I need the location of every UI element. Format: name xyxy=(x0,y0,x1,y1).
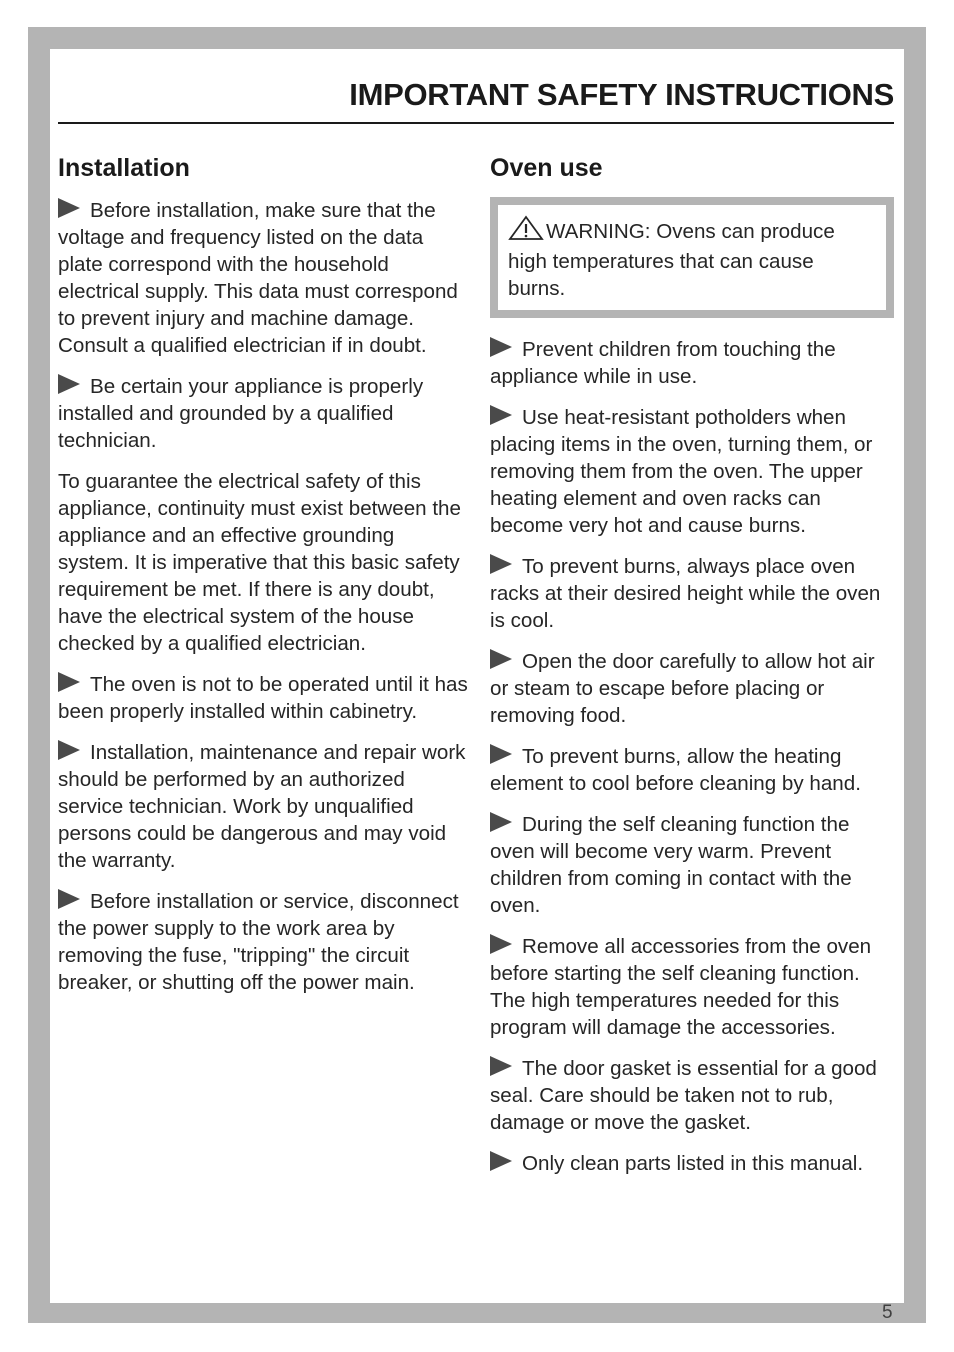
bullet-arrow-icon xyxy=(490,1151,512,1171)
header-rule xyxy=(58,122,894,124)
bullet-arrow-icon xyxy=(58,374,80,394)
page-frame xyxy=(28,27,926,1323)
paragraph-text: During the self cleaning function the oven will become very warm. Prevent children from coming in contact with the oven. xyxy=(490,813,852,917)
paragraph-text: Before installation or service, disconnect the power supply to the work area by removing the fuse, "tripping" the circuit breaker, or shutting off the power main. xyxy=(58,890,459,994)
bullet-arrow-icon xyxy=(58,672,80,692)
oven-use-paragraph xyxy=(490,1055,894,1136)
warning-box xyxy=(490,197,894,318)
oven-use-paragraph xyxy=(490,404,894,539)
installation-paragraph xyxy=(58,888,468,996)
oven-use-paragraph xyxy=(490,648,894,729)
installation-section xyxy=(58,153,468,1010)
installation-paragraph xyxy=(58,468,468,657)
paragraph-text: To prevent burns, always place oven racks at their desired height while the oven is cool. xyxy=(490,555,881,632)
paragraph-text: Installation, maintenance and repair work should be performed by an authorized service technician. Work by unqualified persons could be dangerous and may void the warranty. xyxy=(58,741,466,872)
paragraph-text: Be certain your appliance is properly installed and grounded by a qualified technician. xyxy=(58,375,424,452)
bullet-arrow-icon xyxy=(490,812,512,832)
installation-paragraph xyxy=(58,373,468,454)
installation-paragraph xyxy=(58,197,468,359)
page-content xyxy=(50,49,904,1303)
oven-use-section xyxy=(490,153,894,1191)
paragraph-text: Prevent children from touching the appliance while in use. xyxy=(490,338,836,388)
warning-text: WARNING: Ovens can produce high temperatures that can cause burns. xyxy=(508,220,835,300)
oven-use-paragraph xyxy=(490,811,894,919)
warning-triangle-icon xyxy=(508,215,544,248)
installation-heading: Installation xyxy=(58,154,190,182)
bullet-arrow-icon xyxy=(490,405,512,425)
paragraph-text: To prevent burns, allow the heating element to cool before cleaning by hand. xyxy=(490,745,861,795)
paragraph-text: Remove all accessories from the oven before starting the self cleaning function. The high temperatures needed for this program will damage the accessories. xyxy=(490,935,872,1039)
bullet-arrow-icon xyxy=(490,1056,512,1076)
bullet-arrow-icon xyxy=(490,934,512,954)
paragraph-text: Open the door carefully to allow hot air or steam to escape before placing or removing food. xyxy=(490,650,875,727)
paragraph-text: The oven is not to be operated until it has been properly installed within cabinetry. xyxy=(58,673,468,723)
installation-paragraph xyxy=(58,739,468,874)
bullet-arrow-icon xyxy=(58,889,80,909)
bullet-arrow-icon xyxy=(58,740,80,760)
oven-use-paragraph xyxy=(490,336,894,390)
paragraph-text: Only clean parts listed in this manual. xyxy=(522,1152,864,1175)
oven-use-paragraph xyxy=(490,743,894,797)
bullet-arrow-icon xyxy=(490,337,512,357)
bullet-arrow-icon xyxy=(58,198,80,218)
paragraph-text: Use heat-resistant potholders when placing items in the oven, turning them, or removing them from the oven. The upper heating element and oven racks can become very hot and cause burns. xyxy=(490,406,873,537)
installation-paragraph xyxy=(58,671,468,725)
oven-use-paragraph xyxy=(490,1150,894,1177)
bullet-arrow-icon xyxy=(490,744,512,764)
oven-use-paragraph xyxy=(490,553,894,634)
paragraph-text: The door gasket is essential for a good seal. Care should be taken not to rub, damage or move the gasket. xyxy=(490,1057,877,1134)
bullet-arrow-icon xyxy=(490,649,512,669)
page-title: IMPORTANT SAFETY INSTRUCTIONS xyxy=(349,77,894,112)
page-number: 5 xyxy=(882,1302,893,1323)
paragraph-text: Before installation, make sure that the voltage and frequency listed on the data plate correspond with the household electrical supply. This data must correspond to prevent injury and machine damage. Consult a qualified electrician if in doubt. xyxy=(58,199,458,357)
oven-use-heading: Oven use xyxy=(490,154,603,182)
paragraph-text: To guarantee the electrical safety of this appliance, continuity must exist between the appliance and an effective grounding system. It is imperative that this basic safety requirement be met. If there is any doubt, have the electrical system of the house checked by a qualified electrician. xyxy=(58,470,461,655)
bullet-arrow-icon xyxy=(490,554,512,574)
oven-use-paragraph xyxy=(490,933,894,1041)
